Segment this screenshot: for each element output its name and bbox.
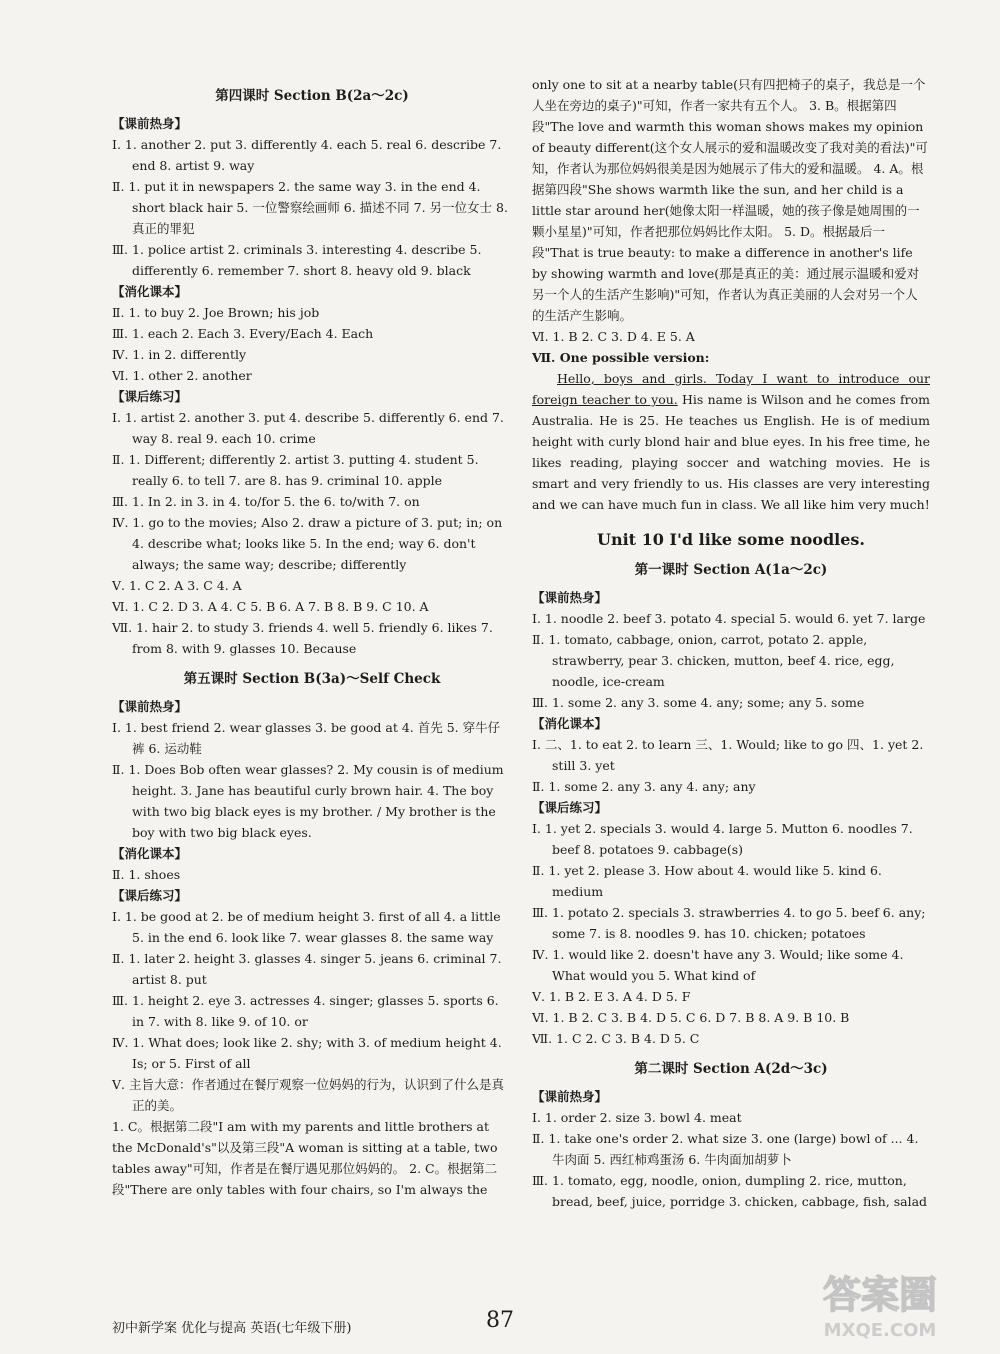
answer-line: Ⅲ. 1. each 2. Each 3. Every/Each 4. Each [112, 326, 374, 341]
answer-line: Ⅴ. 1. C 2. A 3. C 4. A [112, 578, 242, 593]
left-column [112, 76, 512, 1200]
answer-line: Ⅱ. 1. put it in newspapers 2. the same way 3. in the end 4. short black hair 5. 一位警察绘画师 6. 描述不同 7. 另一位女士 8. 真正的罪犯 [112, 179, 508, 236]
subsection-header: 【课前热身】 [112, 699, 188, 714]
unit-title: Unit 10 I'd like some noodles. [597, 530, 865, 549]
page-number: 87 [486, 1308, 514, 1333]
subsection-header: 【课后练习】 [112, 888, 188, 903]
section-title: 第五课时 Section B(3a)～Self Check [183, 671, 441, 687]
reading-explanation: 1. C。根据第二段"I am with my parents and little brothers at the McDonald's"以及第三段"A woman is sitting at a table, two tables away"可知，作者是在餐厅遇见那位妈妈的。 2. C。根据第二段"There are only tables with four chairs, so I'm always the [112, 1119, 498, 1197]
answer-line: Ⅲ. 1. police artist 2. criminals 3. interesting 4. describe 5. differently 6. remember 7. short 8. heavy old 9. black [112, 242, 482, 278]
book-title-footer: 初中新学案 优化与提高 英语(七年级下册) [112, 1321, 352, 1336]
answer-line: Ⅱ. 1. later 2. height 3. glasses 4. singer 5. jeans 6. criminal 7. artist 8. put [112, 951, 502, 987]
subsection-header: 【课后练习】 [532, 800, 608, 815]
section-title: 第二课时 Section A(2d～3c) [634, 1061, 828, 1077]
answer-line: Ⅳ. 1. go to the movies; Also 2. draw a picture of 3. put; in; on 4. describe what; looks like 5. In the end; way 6. don't always; the same way; describe; differently [112, 515, 503, 572]
subsection-header: 【课后练习】 [112, 389, 188, 404]
answer-line: Ⅰ. 1. yet 2. specials 3. would 4. large 5. Mutton 6. noodles 7. beef 8. potatoes 9. cabbage(s) [532, 821, 913, 857]
answer-line: Ⅶ. 1. hair 2. to study 3. friends 4. well 5. friendly 6. likes 7. from 8. with 9. glasses 10. Because [112, 620, 493, 656]
answer-line: Ⅴ. 主旨大意：作者通过在餐厅观察一位妈妈的行为，认识到了什么是真正的美。 [112, 1077, 504, 1113]
answer-line: Ⅱ. 1. yet 2. please 3. How about 4. would like 5. kind 6. medium [532, 863, 882, 899]
answer-line: Ⅱ. 1. take one's order 2. what size 3. one (large) bowl of ... 4. 牛肉面 5. 西红柿鸡蛋汤 6. 牛肉面加胡萝卜 [532, 1131, 919, 1167]
answer-line: Ⅰ. 1. best friend 2. wear glasses 3. be good at 4. 首先 5. 穿牛仔裤 6. 运动鞋 [112, 720, 501, 756]
answer-line: Ⅳ. 1. would like 2. doesn't have any 3. Would; like some 4. What would you 5. What kind of [532, 947, 904, 983]
watermark-logo [790, 1262, 970, 1342]
answer-line: Ⅱ. 1. to buy 2. Joe Brown; his job [112, 305, 320, 320]
answer-line: Ⅵ. 1. B 2. C 3. D 4. E 5. A [532, 329, 695, 344]
answer-line: Ⅵ. 1. B 2. C 3. B 4. D 5. C 6. D 7. B 8. A 9. B 10. B [532, 1010, 850, 1025]
subsection-header: 【课前热身】 [112, 116, 188, 131]
subsection-header: 【消化课本】 [532, 716, 608, 731]
section-title: 第四课时 Section B(2a～2c) [215, 88, 409, 104]
writing-title: Ⅶ. One possible version: [532, 350, 710, 365]
subsection-header: 【课前热身】 [532, 1089, 608, 1104]
answer-line: Ⅲ. 1. In 2. in 3. in 4. to/for 5. the 6. to/with 7. on [112, 494, 420, 509]
watermark-text: 答案圈 [822, 1273, 938, 1317]
answer-line: Ⅴ. 1. B 2. E 3. A 4. D 5. F [532, 989, 691, 1004]
answer-line: Ⅲ. 1. height 2. eye 3. actresses 4. singer; glasses 5. sports 6. in 7. with 8. like 9. of 10. or [112, 993, 499, 1029]
subsection-header: 【消化课本】 [112, 846, 188, 861]
answer-line: Ⅰ. 1. order 2. size 3. bowl 4. meat [532, 1110, 742, 1125]
section-title: 第一课时 Section A(1a～2c) [634, 562, 828, 578]
answer-line: Ⅱ. 1. Does Bob often wear glasses? 2. My cousin is of medium height. 3. Jane has beautiful curly brown hair. 4. The boy with two big black eyes is my brother. / My brother is the boy with two big black eyes. [112, 762, 504, 840]
answer-line: Ⅰ. 1. another 2. put 3. differently 4. each 5. real 6. describe 7. end 8. artist 9. way [112, 137, 502, 173]
answer-line: Ⅶ. 1. C 2. C 3. B 4. D 5. C [532, 1031, 700, 1046]
answer-line: Ⅰ. 1. noodle 2. beef 3. potato 4. special 5. would 6. yet 7. large [532, 611, 926, 626]
answer-line: Ⅱ. 1. some 2. any 3. any 4. any; any [532, 779, 756, 794]
answer-line: Ⅲ. 1. some 2. any 3. some 4. any; some; any 5. some [532, 695, 865, 710]
answer-line: Ⅳ. 1. What does; look like 2. shy; with 3. of medium height 4. Is; or 5. First of all [112, 1035, 502, 1071]
essay-topic-sentence: Hello, boys and girls. Today I want to introduce our foreign teacher to you. [532, 371, 930, 407]
answer-line: Ⅰ. 1. artist 2. another 3. put 4. describe 5. differently 6. end 7. way 8. real 9. each 10. crime [112, 410, 504, 446]
answer-line: Ⅲ. 1. tomato, egg, noodle, onion, dumpling 2. rice, mutton, bread, beef, juice, porridge 3. chicken, cabbage, fish, salad [532, 1173, 928, 1209]
answer-line: Ⅳ. 1. in 2. differently [112, 347, 247, 362]
answer-line: Ⅵ. 1. C 2. D 3. A 4. C 5. B 6. A 7. B 8. B 9. C 10. A [112, 599, 429, 614]
watermark-url: MXQE.COM [823, 1320, 937, 1341]
answer-line: Ⅱ. 1. Different; differently 2. artist 3. putting 4. student 5. really 6. to tell 7. are 8. has 9. criminal 10. apple [112, 452, 479, 488]
reading-explanation: only one to sit at a nearby table(只有四把椅子的桌子，我总是一个人坐在旁边的桌子)"可知，作者一家共有五个人。 3. B。根据第四段"The love and warmth this woman shows makes my opinion of beauty different(这个女人展示的爱和温暖改变了我对美的看法)"可知，作者认为那位妈妈很美是因为她展示了伟大的爱和温暖。 4. A。根据第四段"She shows warmth like the sun, and her child is a little star around her(她像太阳一样温暖，她的孩子像是她周围的一颗小星星)"可知，作者把那位妈妈比作太阳。 5. D。根据最后一段"That is true beauty: to make a difference in another's life by showing warmth and love(那是真正的美：通过展示温暖和爱对另一个人的生活产生影响)"可知，作者认为真正美丽的人会对另一个人的生活产生影响。 [532, 77, 928, 323]
answer-line: Ⅵ. 1. other 2. another [112, 368, 252, 383]
sample-essay [532, 368, 930, 515]
subsection-header: 【课前热身】 [532, 590, 608, 605]
answer-line: Ⅰ. 二、1. to eat 2. to learn 三、1. Would; like to go 四、1. yet 2. still 3. yet [532, 737, 924, 773]
essay-body: His name is Wilson and he comes from Australia. He is 25. He teaches us English. He is of medium height with curly blond hair and blue eyes. In his free time, he likes reading, playing soccer and watching movies. He is smart and very friendly to us. His classes are very interesting and we can have much fun in class. We all like him very much! [532, 392, 930, 512]
subsection-header: 【消化课本】 [112, 284, 188, 299]
answer-line: Ⅲ. 1. potato 2. specials 3. strawberries 4. to go 5. beef 6. any; some 7. is 8. noodles 9. has 10. chicken; potatoes [532, 905, 926, 941]
right-column [532, 74, 930, 1212]
answer-line: Ⅱ. 1. shoes [112, 867, 181, 882]
answer-line: Ⅰ. 1. be good at 2. be of medium height 3. first of all 4. a little 5. in the end 6. look like 7. wear glasses 8. the same way [112, 909, 501, 945]
answer-line: Ⅱ. 1. tomato, cabbage, onion, carrot, potato 2. apple, strawberry, pear 3. chicken, mutton, beef 4. rice, egg, noodle, ice-cream [532, 632, 895, 689]
